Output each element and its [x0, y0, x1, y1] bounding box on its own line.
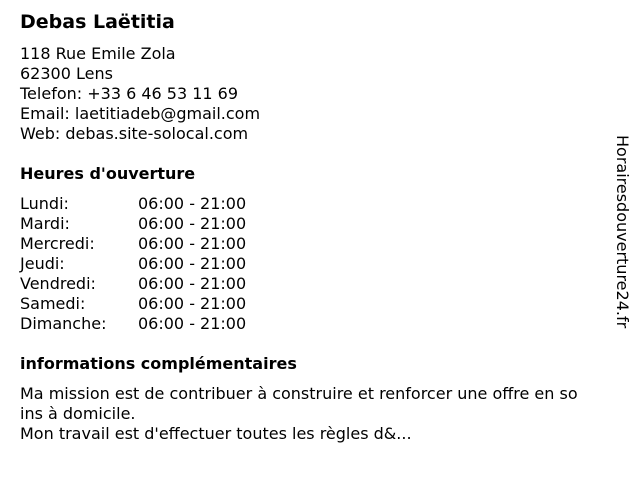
- hours-day: Vendredi:: [20, 274, 96, 293]
- hours-day: Lundi:: [20, 194, 69, 213]
- hours-table: [20, 194, 246, 334]
- contact-block: [20, 44, 260, 144]
- city: 62300 Lens: [20, 64, 113, 83]
- hours-time: 06:00 - 21:00: [138, 214, 247, 233]
- info-line: Ma mission est de contribuer à construire et renforcer une offre en so: [20, 384, 578, 403]
- hours-time: 06:00 - 21:00: [138, 194, 247, 213]
- hours-time: 06:00 - 21:00: [138, 234, 247, 253]
- hours-row-samedi: [20, 294, 246, 314]
- hours-day: Dimanche:: [20, 314, 107, 333]
- phone: Telefon: +33 6 46 53 11 69: [20, 84, 239, 103]
- hours-row-dimanche: [20, 314, 246, 334]
- watermark-text: Horairesdouverture24.fr: [613, 135, 632, 329]
- hours-day: Mercredi:: [20, 234, 95, 253]
- website: Web: debas.site-solocal.com: [20, 124, 249, 143]
- info-line: ins à domicile.: [20, 404, 136, 423]
- hours-time: 06:00 - 21:00: [138, 274, 247, 293]
- hours-heading: Heures d'ouverture: [20, 164, 196, 183]
- info-text: [20, 384, 628, 444]
- hours-row-mercredi: [20, 234, 246, 254]
- watermark: [612, 135, 632, 375]
- hours-row-mardi: [20, 214, 246, 234]
- hours-day: Jeudi:: [20, 254, 65, 273]
- hours-time: 06:00 - 21:00: [138, 294, 247, 313]
- hours-day: Mardi:: [20, 214, 70, 233]
- hours-row-vendredi: [20, 274, 246, 294]
- info-line: Mon travail est d'effectuer toutes les règles d&...: [20, 424, 412, 443]
- info-heading: informations complémentaires: [20, 354, 297, 373]
- hours-day: Samedi:: [20, 294, 86, 313]
- street-address: 118 Rue Emile Zola: [20, 44, 176, 63]
- business-name: Debas Laëtitia: [20, 11, 175, 33]
- hours-time: 06:00 - 21:00: [138, 314, 247, 333]
- hours-row-jeudi: [20, 254, 246, 274]
- hours-row-lundi: [20, 194, 246, 214]
- hours-time: 06:00 - 21:00: [138, 254, 247, 273]
- email: Email: laetitiadeb@gmail.com: [20, 104, 261, 123]
